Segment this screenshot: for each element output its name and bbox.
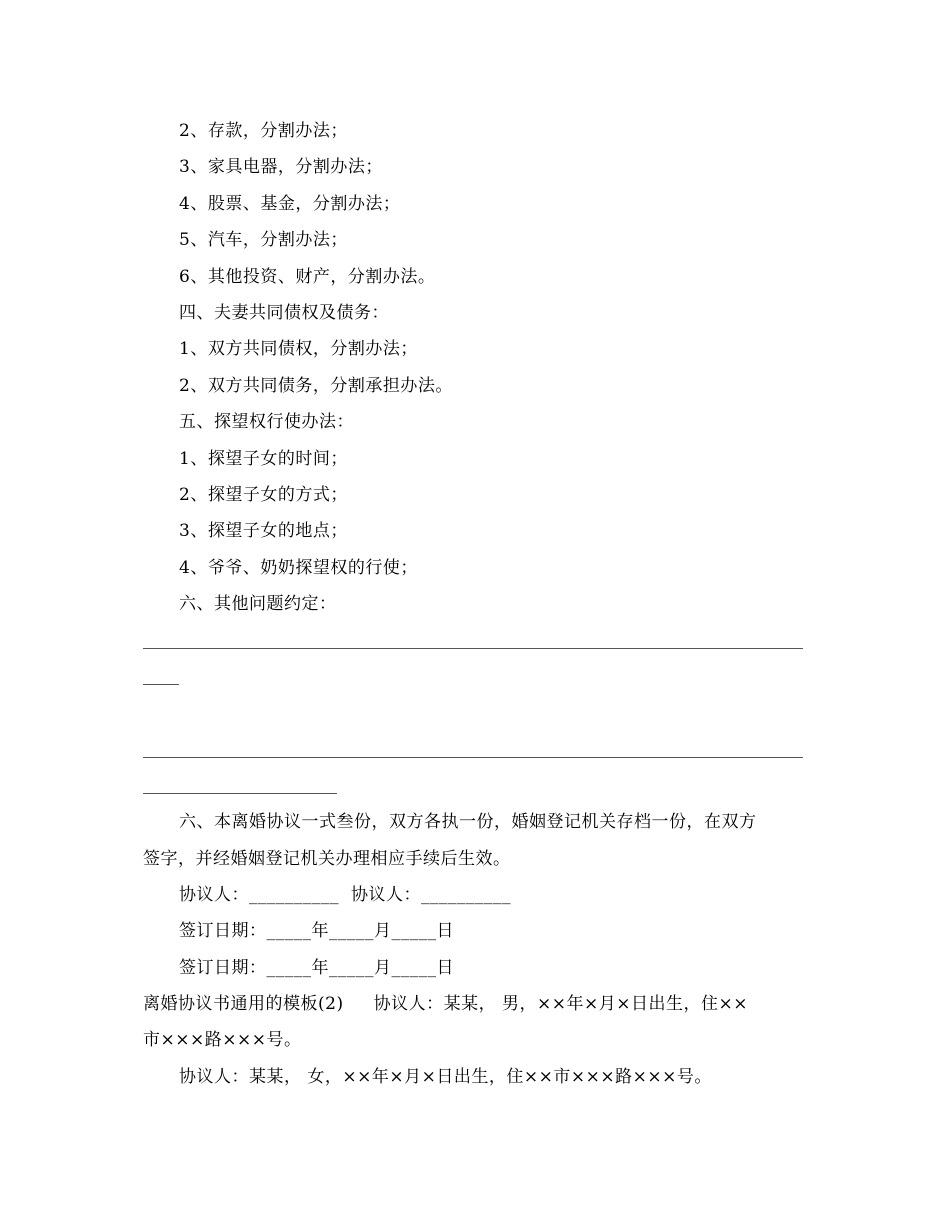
template2-party1-line2: 市×××路×××号。 xyxy=(143,1030,302,1050)
visit-heading: 五、探望权行使办法： xyxy=(179,412,354,432)
template2-party2: 协议人：某某， 女，××年×月×日出生，住××市×××路×××号。 xyxy=(179,1067,712,1087)
other-heading: 六、其他问题约定： xyxy=(179,594,337,614)
property-item-5: 5、汽车，分割办法； xyxy=(179,230,348,250)
property-item-3: 3、家具电器，分割办法； xyxy=(179,157,383,177)
blank-rule-1-tail xyxy=(143,684,179,685)
party-b-signature: 协议人：__________ xyxy=(351,885,511,905)
sign-date-1: 签订日期：_____年_____月_____日 xyxy=(179,921,454,941)
template2-party1-line1: 协议人：某某， 男，××年×月×日出生，住×× xyxy=(373,994,748,1014)
party-a-signature: 协议人：__________ xyxy=(179,885,339,905)
debt-item-1: 1、双方共同债权，分割办法； xyxy=(179,339,418,359)
signature-row xyxy=(179,885,844,905)
blank-rule-1 xyxy=(143,648,803,649)
visit-item-4: 4、爷爷、奶奶探望权的行使； xyxy=(179,558,418,578)
visit-item-3: 3、探望子女的地点； xyxy=(179,521,348,541)
property-item-2: 2、存款，分割办法； xyxy=(179,121,348,141)
property-item-6: 6、其他投资、财产，分割办法。 xyxy=(179,267,436,287)
property-item-4: 4、股票、基金，分割办法； xyxy=(179,194,401,214)
template2-row xyxy=(143,994,808,1014)
debt-heading: 四、夫妻共同债权及债务： xyxy=(179,303,389,323)
blank-rule-2 xyxy=(143,757,803,758)
visit-item-1: 1、探望子女的时间； xyxy=(179,449,348,469)
template2-title: 离婚协议书通用的模板(2) xyxy=(143,994,344,1014)
final-clause-line-2: 签字，并经婚姻登记机关办理相应手续后生效。 xyxy=(143,849,511,869)
debt-item-2: 2、双方共同债务，分割承担办法。 xyxy=(179,376,453,396)
visit-item-2: 2、探望子女的方式； xyxy=(179,485,348,505)
sign-date-2: 签订日期：_____年_____月_____日 xyxy=(179,958,454,978)
blank-rule-2-tail xyxy=(143,793,337,794)
final-clause-line-1: 六、本离婚协议一式叁份，双方各执一份，婚姻登记机关存档一份，在双方 xyxy=(179,812,757,832)
